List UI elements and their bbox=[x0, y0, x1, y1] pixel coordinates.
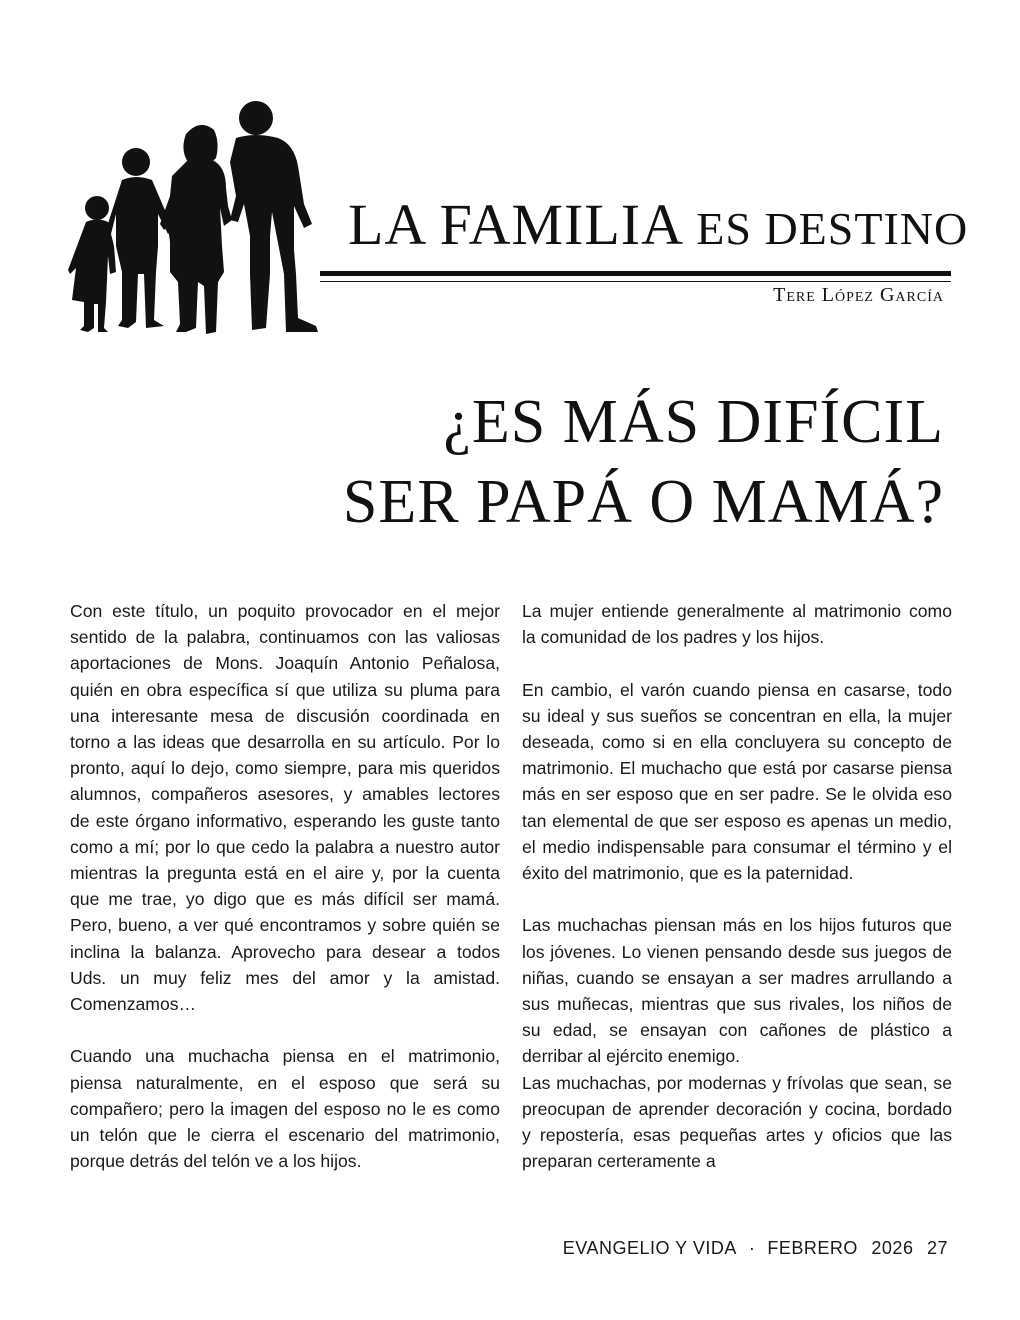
author-name: Tere López García bbox=[773, 284, 944, 306]
section-title-main: LA FAMILIA bbox=[348, 192, 681, 257]
father-head bbox=[239, 101, 273, 135]
title-rule-thick bbox=[320, 271, 951, 276]
father-body bbox=[230, 135, 318, 332]
page-number: 27 bbox=[926, 1238, 948, 1258]
headline-line-1: ¿ES MÁS DIFÍCIL bbox=[443, 388, 944, 456]
paragraph: Cuando una muchacha piensa en el matrimonio, piensa naturalmente, en el esposo que será su compañero; pero la imagen del esposo no le es como un telón que le cierra el escenario del matrimonio, porque detrás del telón ve a los hijos. bbox=[70, 1046, 500, 1172]
paragraph: Las muchachas, por modernas y frívolas que sean, se preocupan de aprender decoración y cocina, bordado y repostería, esas pequeñas artes y oficios que las preparan certeramente a bbox=[522, 1072, 952, 1172]
mother-hair bbox=[183, 125, 217, 162]
paragraph: Las muchachas piensan más en los hijos futuros que los jóvenes. Lo vienen pensando desde sus juegos de niñas, cuando se ensayan a ser madres arrullando a sus muñecas, mientras que sus rivales, los niños de su edad, se ensayan con cañones de plástico a derribar al ejército enemigo. bbox=[522, 915, 952, 1067]
paragraph: En cambio, el varón cuando piensa en casarse, todo su ideal y sus sueños se concentran en ella, la mujer deseada, como si en ella concluyera su concepto de matrimonio. El muchacho que está por casarse piensa más en ser esposo que en ser padre. Se le olvida eso tan elemental de que ser esposo es apenas un medio, el medio indispensable para consumar el término y el éxito del matrimonio, que es la paternidad. bbox=[522, 679, 952, 884]
article-headline bbox=[304, 382, 944, 542]
footer-month: FEBRERO bbox=[767, 1238, 858, 1258]
article-column-right bbox=[522, 598, 952, 1174]
paragraph: Con este título, un poquito provocador en el mejor sentido de la palabra, continuamos con las valiosas aportaciones de Mons. Joaquín Antonio Peñalosa, quién en obra específica sí que utiliza su pluma para una interesante mesa de discusión coordinada en torno a las ideas que desarrolla en su artículo. Por lo pronto, aquí lo dejo, como siempre, para mis queridos alumnos, compañeros asesores, y amables lectores de este órgano informativo, esperando les guste tanto como a mí; por lo que cedo la palabra a nuestro autor mientras la pregunta está en el aire y, por la cuenta que me trae, yo digo que es más difícil ser mamá. Pero, bueno, a ver qué encontramos y sobre quién se inclina la balanza. Aprovecho para desear a todos Uds. un muy feliz mes del amor y la amistad. Comenzamos… bbox=[70, 601, 500, 1015]
older-child-head bbox=[122, 148, 150, 176]
paragraph: La mujer entiende generalmente al matrimonio como la comunidad de los padres y los hijos. bbox=[522, 601, 952, 648]
small-child-head bbox=[85, 196, 109, 220]
page-footer bbox=[563, 1238, 948, 1259]
section-title-small: ES DESTINO bbox=[696, 203, 969, 254]
title-rule-thin bbox=[320, 281, 951, 282]
footer-separator: · bbox=[748, 1238, 756, 1258]
family-silhouette-icon bbox=[60, 96, 330, 338]
article-column-left bbox=[70, 598, 500, 1174]
footer-magazine: EVANGELIO Y VIDA bbox=[562, 1238, 737, 1258]
headline-line-2: SER PAPÁ O MAMÁ? bbox=[342, 468, 944, 536]
section-title bbox=[348, 190, 969, 264]
mother-body bbox=[160, 160, 232, 334]
footer-year: 2026 bbox=[871, 1238, 914, 1258]
